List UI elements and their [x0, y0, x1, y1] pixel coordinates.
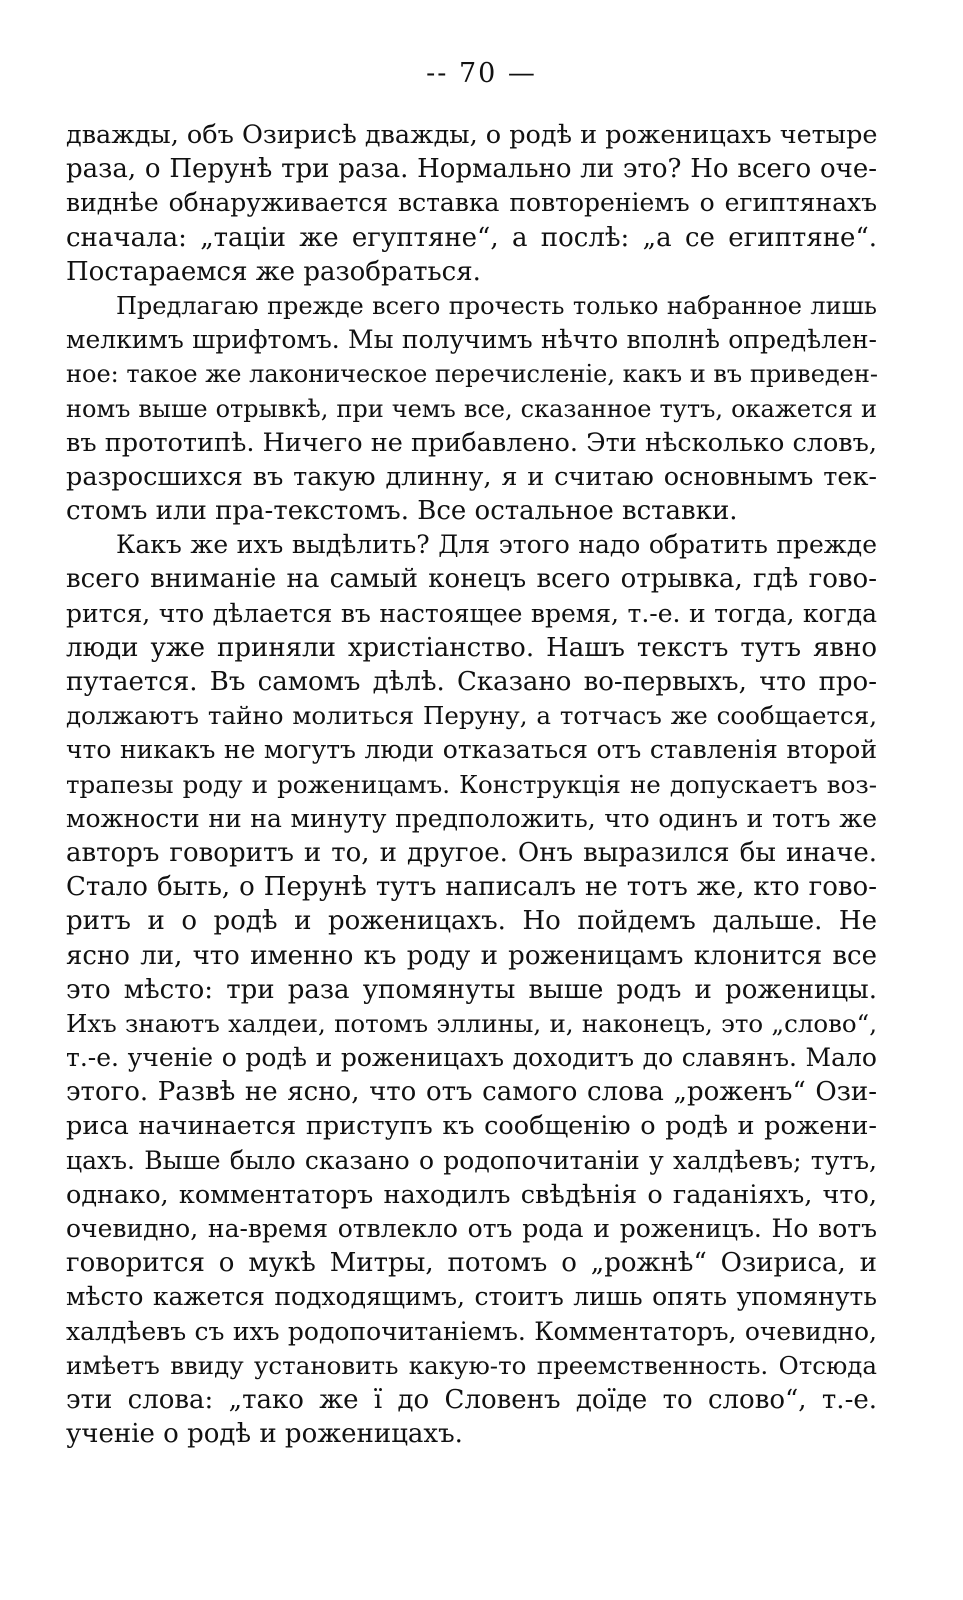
body-text [66, 118, 877, 1451]
text-line: трапезы роду и роженицамъ. Конструкція не допускаетъ воз- [66, 769, 877, 799]
text-line: ученіе о родѣ и роженицахъ. [66, 1419, 463, 1450]
text-line: разросшихся въ такую длинну, я и считаю основнымъ тек- [66, 461, 877, 492]
text-line: цахъ. Выше было сказано о родопочитаніи у халдѣевъ; тутъ, [66, 1145, 877, 1175]
text-line: авторъ говоритъ и то, и другое. Онъ выразился бы иначе. [66, 837, 877, 868]
text-line: рится, что дѣлается въ настоящее время, т.-е. и тогда, когда [66, 598, 877, 628]
text-line: Стало быть, о Перунѣ тутъ написалъ не тотъ же, кто гово- [66, 872, 877, 903]
text-line: очевидно, на-время отвлекло отъ рода и роженицъ. Но вотъ [66, 1214, 877, 1243]
text-line: этого. Развѣ не ясно, что отъ самого слова „роженъ“ Ози- [66, 1077, 877, 1108]
text-line: эти слова: „тако же ї до Словенъ доїде то слово“, т.-е. [66, 1384, 877, 1415]
text-line: халдѣевъ съ ихъ родопочитаніемъ. Комментаторъ, очевидно, [66, 1316, 877, 1346]
text-line: т.-е. ученіе о родѣ и роженицахъ доходитъ до славянъ. Мало [66, 1043, 877, 1073]
text-line: сначала: „таціи же егуптяне“, а послѣ: „а се египтяне“. [66, 222, 877, 253]
text-line: дважды, объ Озирисѣ дважды, о родѣ и роженицахъ четыре [66, 120, 878, 150]
text-line: это мѣсто: три раза упомянуты выше родъ и роженицы. [66, 974, 877, 1005]
text-line: что никакъ не могутъ люди отказаться отъ ставленія второй [66, 735, 877, 765]
text-line: мѣсто кажется подходящимъ, стоитъ лишь опять упомянуть [66, 1282, 877, 1312]
text-line: путается. Въ самомъ дѣлѣ. Сказано во-первыхъ, что про- [66, 667, 877, 697]
text-line: имѣетъ ввиду установить какую-то преемственность. Отсюда [66, 1350, 877, 1380]
text-line: однако, комментаторъ находилъ свѣдѣнія о гаданіяхъ, что, [66, 1179, 877, 1210]
text-line: должаютъ тайно молиться Перуну, а тотчасъ же сообщается, [66, 701, 877, 731]
text-line: можности ни на минуту предположить, что одинъ и тотъ же [66, 803, 877, 833]
text-line: Какъ же ихъ выдѣлить? Для этого надо обратить прежде [116, 530, 877, 560]
text-line: Предлагаю прежде всего прочесть только набранное лишь [116, 291, 877, 320]
text-line: ясно ли, что именно къ роду и роженицамъ клонится все [66, 940, 877, 971]
text-line: Постараемся же разобраться. [66, 256, 481, 287]
text-line: риса начинается приступъ къ сообщенію о родѣ и рожени- [66, 1111, 877, 1142]
text-line: говорится о мукѣ Митры, потомъ о „рожнѣ“ Озириса, и [66, 1248, 877, 1279]
text-line: въ прототипѣ. Ничего не прибавлено. Эти нѣсколько словъ, [66, 427, 877, 458]
text-line: номъ выше отрывкѣ, при чемъ все, сказанное тутъ, окажется и [66, 394, 877, 423]
text-line: раза, о Перунѣ три раза. Нормально ли это? Но всего оче- [66, 154, 877, 185]
text-line: всего вниманіе на самый конецъ всего отрывка, гдѣ гово- [66, 564, 877, 595]
text-line: виднѣе обнаруживается вставка повтореніемъ о египтянахъ [66, 188, 877, 218]
text-line: ритъ и о родѣ и роженицахъ. Но пойдемъ дальше. Не [66, 906, 877, 937]
text-line: ное: такое же лаконическое перечисленіе, какъ и въ приведен- [66, 360, 878, 389]
text-line: люди уже приняли христіанство. Нашъ текстъ тутъ явно [66, 632, 877, 663]
text-line: стомъ или пра-текстомъ. Все остальное вставки. [66, 496, 738, 527]
text-line: Ихъ знаютъ халдеи, потомъ эллины, и, наконецъ, это „слово“, [66, 1008, 877, 1038]
text-line: мелкимъ шрифтомъ. Мы получимъ нѣчто вполнѣ опредѣлен- [66, 325, 877, 355]
page-number: -- 70 — [426, 58, 537, 89]
